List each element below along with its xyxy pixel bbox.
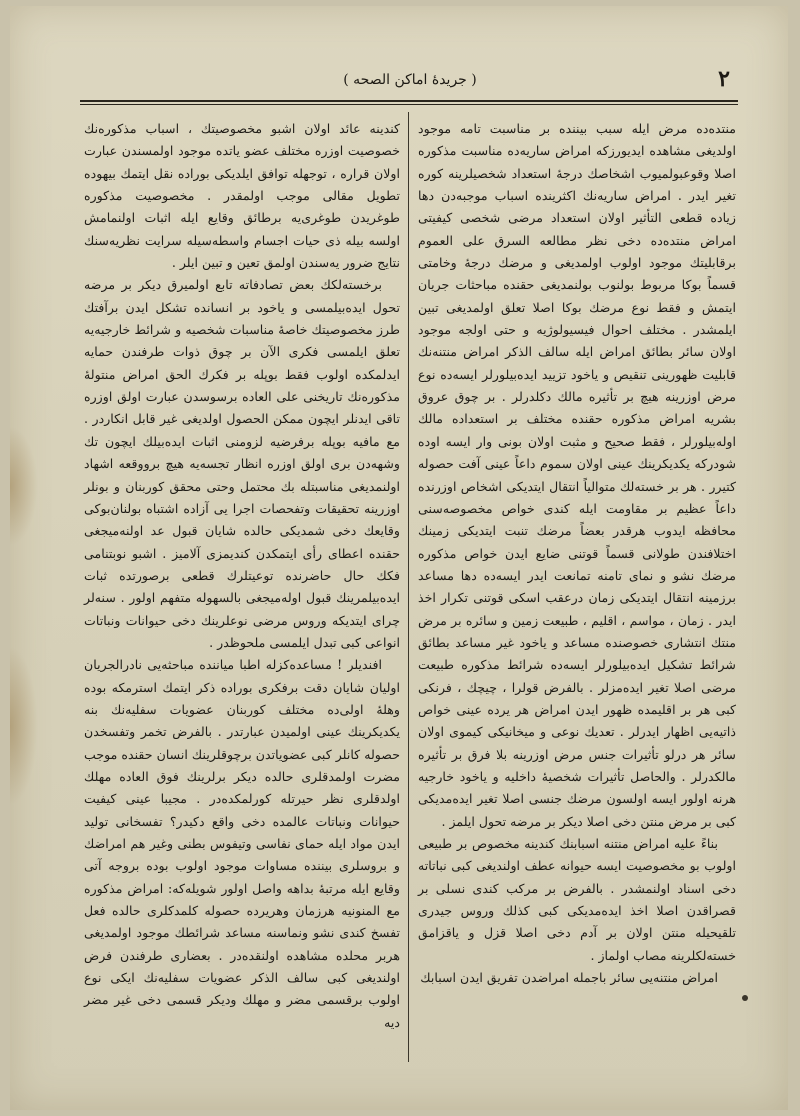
paragraph: افندیلر ! مساعده‌كزله اطبا میاننده مباحثه‌یی نادرالجریان اولیان شایان دقت برفكری بوراده ذكر ایتمك استرمكه بوده وهلۀ اولی‌ده مختلف كوربنان عضویات سفلیه‌نك بنه یکدیكرینك عینی اولمیدن عبارتدر . بالفرض تخمر وتفسخدن حصوله كانلر كبی عضویاتدن برچوقلرینك انسان حقنده موجب مضرت اولمدقلری حالده دیكر برلرینك فوق العاده مهلك اولدقلری نظر حیرتله كورلمكده‌در . مجیبا عینی كیفیت حیوانات ونباتات عالمده دخی واقع دكیدر؟ تفسخانی تولید ایدن مواد ایله حمای نفاسی وتیفوس بطنی وغیر هم امراضك و بروسلری بیننده مساوات موجود اولوب بوده بروجه آتی وقایع ایله مرتبۀ بداهه واصل اولور شویله‌كه: امراض مذكوره مع المنونیه هرزمان وهریرده حصوله كلمدكلری حالده فعل تفسخ كندی نشو ونماسنه مساعد شرائطك موجود اولمدیغی هربر محلده مشاهده اولنقده‌در . بعضاری طرفندن فرض اولندیغی كبی سالف الذكر عضویات سفلیه‌نك ایكی نوع اولوب برقسمی مضر و مهلك ودیكر قسمی دخی غیر مضر دیه (84, 657, 400, 1030)
paragraph: برخسته‌لكك بعض تصادفاته تابع اولمیرق دیكر بر مرضه تحول ایده‌بیلمسی و یاخود بر انسانده تشكل ایدن برآفتك طرز مخصوصیتك خاصۀ مناسبات شخصیه و شرائط خارجیه‌یه تعلق ایلمسی فكری الآن بر چوق ذوات طرفندن حمایه ایدلمكده اولوب فقط بوپله بر فكرك الحق امراض منتولۀ مذكوره‌نك تاریخنی علی العاده برسوسدن عبارت اولق اوزره تاقی ایدنلر ایچون ممكن الحصول اولدیغی غیر قابل انكاردر . مع مافیه بوپله برفرضیه لزومنی اثبات ایده‌بیلك ایچون تك وشهه‌دن بری اولق اوزره انظار تجسه‌یه هیچ برووقعه اشهاد اولنمدیغی مناسبتله بك محتمل وحتی محقق كوربنان و بونلر اوزرینه تحقیقات وتفحصات اجرا یی آزاده اشتباه بولنان‌بوكی وقایعك دخی شمدیكی حالده شایان قبول عد اولنه‌میجغی حقنده اعطای رأی ایتمكدن كندیمزی آلامیز . اشبو نوبتنامی فكك حال حاضرنده توعیتلرك قطعی برصورتده ثبات ایده‌بیلمرینك قبول اوله‌میجغی بالسهوله متفهم اولور . سنه‌لر چرای ایتدیکه وروس مرضی نوعلرینك دخی حیوانات ونباتات انواعی كبی تبدل ایلمسی ملحوظدر . (84, 277, 400, 650)
paragraph: امراض منتنه‌یی سائر باجمله امراضدن تفریق ایدن اسبابك (420, 970, 718, 986)
margin-dot (742, 995, 748, 1001)
page-header (80, 66, 730, 100)
paragraph: بناءً علیه امراض منتنه اسبابنك كندینه مخصوص بر طبیعی اولوب بو مخصوصیت ایسه حیوانه عطف اولندیغی كبی نباتاته دخی اسناد اولنمشدر . بالفرض بر مركب كندی نسلی بر قصراقدن اصلا اخذ ایده‌مدیكی كبی كذلك وروس جیدری تلقیحیله منتن اولان بر آدم دخی اصلا قزل و یاقزامق خسته‌لكلرینه مصاب اولماز . (418, 836, 736, 963)
edge-stain (10, 646, 38, 806)
left-column (84, 118, 400, 1034)
journal-title: ( جريدۀ اماكن الصحه ) (343, 72, 477, 88)
paragraph: منتده‌ده مرض ایله سبب بیننده بر مناسبت تامه موجود اولدیغی مشاهده ایدیورزکه امراض ساریه‌ده مناسبت مذکوره اصلا وقوعبولمیوب اشخاصك درجۀ استعداد شخصیلرینه كوره تغیر ایدر . امراض ساریه‌نك اكثرینده اسباب موجبه‌دن دها زیاده قطعی التأثیر اولان استعداد مرضی شخصی كیفیتی امراض منتده‌ده دخی نظر مطالعه السرق علی العموم برقابلیتك موجود اولوب اولمدیغی و مرضك درجۀ وخامتی قسماً بوكا مربوط بولنوب بولنمدیغی حقنده مباحثات جریان ایتمش و فقط نوع مرضك بوكا اصلا تعلق اولمدیغی تبین ایلمشدر . مختلف احوال فیسیولوژیه و حتی اولجه موجود اولان سائر بطائق امراض ایله سالف الذكر امراض منتنه‌نك قابلیت ظهورینی تنقیص و یاخود تزیید ایده‌بیلورلر ایسه‌ده نوع مرض اوزرینه هیچ بر تأثیره مالك دكلدرلر . بر چوق عروق بشریه امراض مذكوره حقنده مختلف بر استعداده مالك اوله‌بیلورلر ، فقط صحیح و مثبت اولان بونی وار ایسه اوده شودركه یکدیکرینك عینی اولان سموم داعاً عینی آفت حصوله كتیرر . هر بر خسته‌لك متوالیاً انتقال ایتدیكی اشخاص اوزرنده داعاً عظیم بر مقاومت ایله كندی خواص مخصوصه‌سنی محافظه ایدوب هرقدر بعضاً مرضك تنبت ایتدیكی زمینك اختلافندن طولانی قسماً قوتنی ضایع ایدن خواص مذكوره مرضك نشو و نمای تامنه تمانعت ایدر ایسه‌ده دها مساعد برزمینه انتقال ایتدیکی زمان درعقب اسکی قوتنی تكرار اخذ ایدر . زمان ، مواسم ، اقلیم ، طبیعت زمین و سائره بر مرض منتك انتشاری خصوصنده مساعد و یاخود غیر مساعد بطائق شرائط تشکیل ایده‌بیلورلر ایسه‌ده شرائط مذكوره طبیعت مرضی اصلا تغیر ایده‌مزلر . بالفرض قولرا ، چیچك ، فرنكی كبی هر بر اقلیمده ظهور ایدن امراض هر یرده عینی خواص ذاتیه‌یی اظهار ایدرلر . تعدیك نوعی و میخانیكی كیموی اولان سائر هر درلو تأثیرات جنس مرض اوزرینه بلا فرق بر تأثیره مالكدرلر . والحاصل تأثیرات شخصیۀ داخلیه و یاخود خارجیه هرنه اولور ایسه اولسون مرضك جنسی اصلا تغیر ایده‌مدیكی كبی بر مرض منتن دخی اصلا دیكر بر مرضه تحول ایلمز . (418, 121, 736, 829)
header-rule-thin (80, 104, 738, 105)
page-number: ٢ (718, 66, 730, 92)
right-column (418, 118, 736, 989)
header-rule (80, 100, 738, 102)
column-divider (408, 112, 409, 1062)
edge-stain (10, 426, 38, 546)
paragraph: كندینه عائد اولان اشبو مخصوصیتك ، اسباب مذكوره‌نك خصوصیت اوزره مختلف عضو یاتده موجود اولمسندن عبارت اولان قراره ، توجهله توافق ایلدیکی بوراده نقل ایتمك بیهوده تطویل مقالی موجب اولمقدر . مخصوصیت مذكوره طوغریدن طوغری‌یه برطائق وقایع ایله اثبات اولنمامش اولسه بیله ذی حیات اجسام واسطه‌سیله سرایت نظریه‌سنك نتایج ضرور یه‌سندن اولمق تعین و تبین ایلر . (84, 121, 400, 271)
